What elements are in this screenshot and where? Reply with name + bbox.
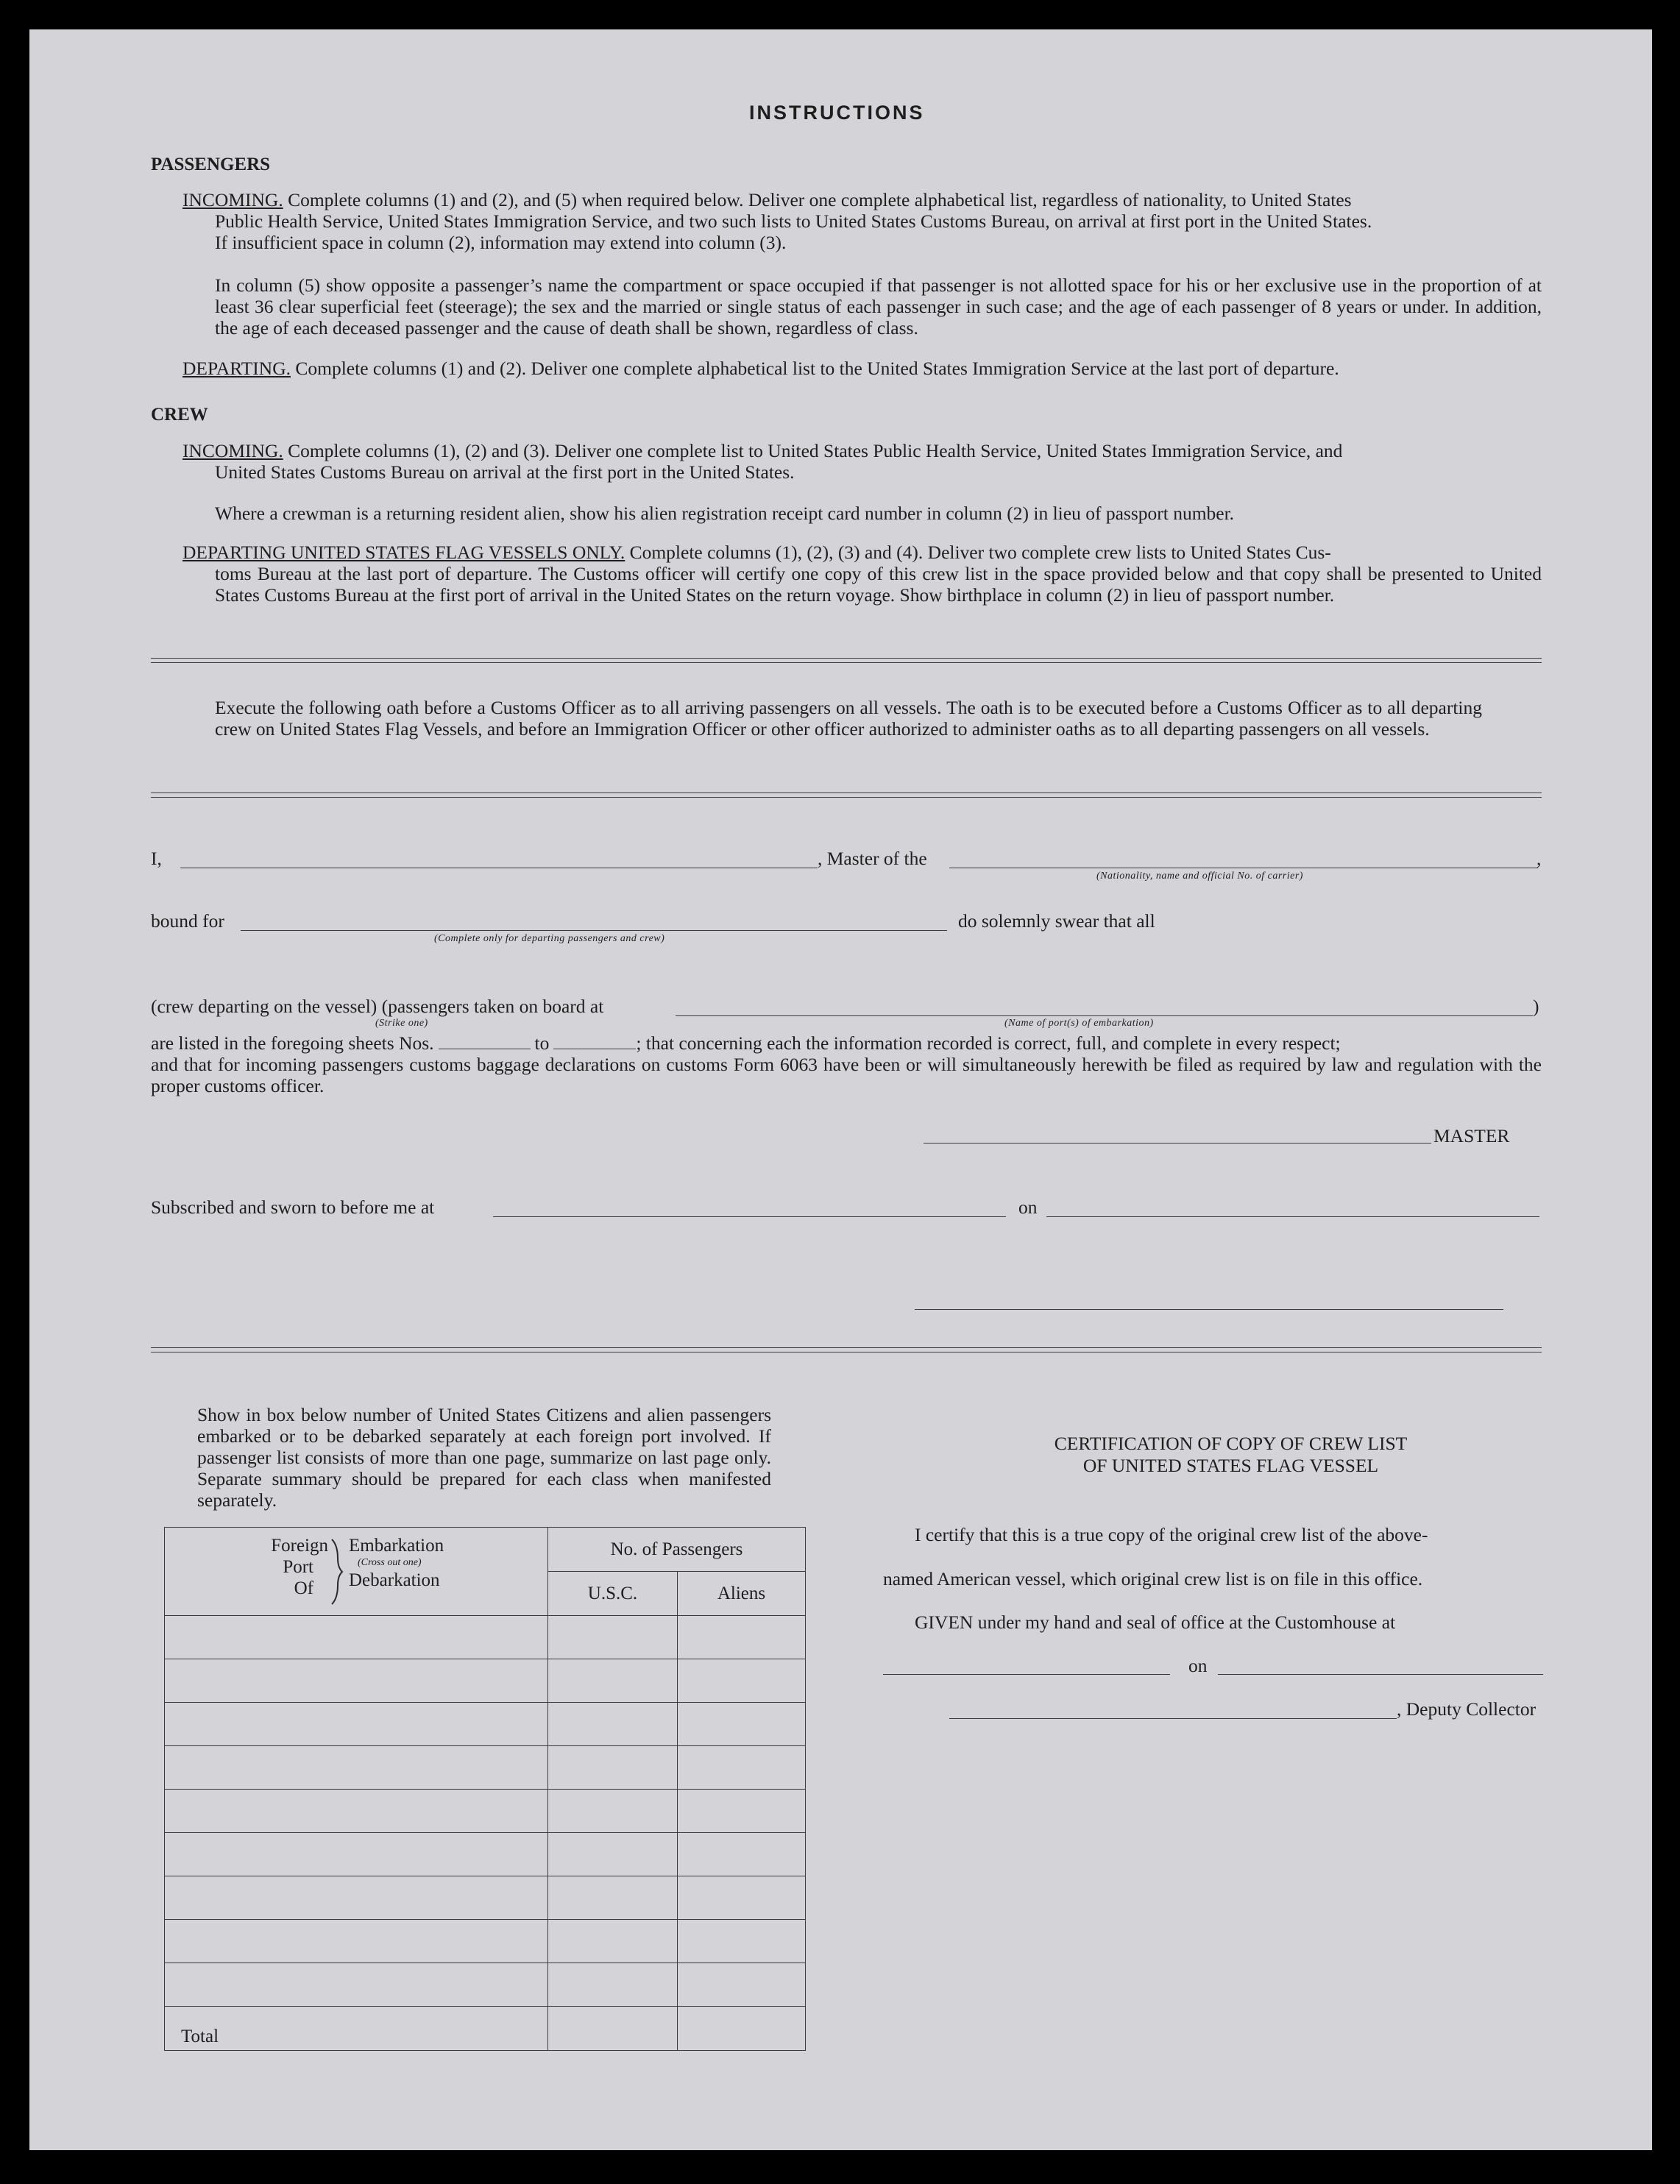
passengers-incoming-line3: If insufficient space in column (2), information may extend into column (3). <box>215 232 787 253</box>
certification-heading-line2: OF UNITED STATES FLAG VESSEL <box>1082 1455 1379 1476</box>
on-label: on <box>1018 1196 1038 1218</box>
aliens-cell[interactable] <box>678 1790 806 1833</box>
divider <box>151 793 1542 798</box>
to-label: to <box>534 1032 550 1054</box>
aliens-cell[interactable] <box>678 1876 806 1920</box>
passengers-column5-paragraph: In column (5) show opposite a passenger’s name the compartment or space occupied if that passenger is not allotted space for his or her exclusive use in the proportion of at least 36 clear superficial feet (steerage); the sex and the married or single status of each passenger in such case; and the age of each passenger of 8 years or under. In addition, the age of each deceased passenger and the cause of death shall be shown, regardless of class. <box>215 274 1542 338</box>
port-cell[interactable] <box>165 1963 548 2007</box>
of-label: Of <box>294 1578 313 1598</box>
passengers-incoming-text: Complete columns (1) and (2), and (5) when required below. Deliver one complete alphabetical list, regardless of nationality, to United States <box>283 189 1352 210</box>
port-column-header <box>165 1528 548 1616</box>
listed-sheets-label: are listed in the foregoing sheets Nos. <box>151 1032 434 1054</box>
certify-on-label: on <box>1188 1655 1208 1676</box>
crew-heading: CREW <box>151 405 208 425</box>
usc-cell[interactable] <box>548 1790 678 1833</box>
usc-cell[interactable] <box>548 1876 678 1920</box>
form-page <box>29 29 1652 2150</box>
passengers-incoming-line1 <box>182 189 1352 211</box>
comma: , <box>1537 848 1542 869</box>
crew-departing-paragraph: toms Bureau at the last port of departure. The Customs officer will certify one copy of this crew list in the space provided below and that copy shall be presented to United States Customs Bureau at the first port of arrival in the United States on the return voyage. Show birthplace in column (2) in lieu of passport number. <box>215 563 1542 606</box>
master-signature-field[interactable] <box>924 1143 1431 1144</box>
usc-cell[interactable] <box>548 1616 678 1659</box>
total-label: Total <box>165 2007 548 2051</box>
usc-cell[interactable] <box>548 1703 678 1746</box>
embarkation-label[interactable]: Embarkation <box>349 1536 444 1556</box>
aliens-cell[interactable] <box>678 1616 806 1659</box>
aliens-cell[interactable] <box>678 1833 806 1876</box>
usc-cell[interactable] <box>548 1920 678 1963</box>
divider <box>151 1347 1542 1352</box>
close-paren: ) <box>1533 996 1539 1017</box>
subscribed-label: Subscribed and sworn to before me at <box>151 1196 435 1218</box>
debarkation-label[interactable]: Debarkation <box>349 1570 440 1590</box>
port-cell[interactable] <box>165 1920 548 1963</box>
total-row <box>165 2007 806 2051</box>
passenger-summary-table <box>164 1527 806 2051</box>
usc-cell[interactable] <box>548 1746 678 1790</box>
aliens-cell[interactable] <box>678 1963 806 2007</box>
passengers-incoming-label: INCOMING. <box>182 189 283 210</box>
divider <box>151 658 1542 663</box>
officer-signature-field[interactable] <box>915 1309 1503 1310</box>
usc-cell[interactable] <box>548 1833 678 1876</box>
crew-incoming-line2: United States Customs Bureau on arrival at the first port in the United States. <box>215 461 795 483</box>
certification-heading-line1: CERTIFICATION OF COPY OF CREW LIST <box>1054 1433 1408 1454</box>
bound-for-label: bound for <box>151 910 224 932</box>
usc-cell[interactable] <box>548 1659 678 1703</box>
bound-caption: (Complete only for departing passengers and crew) <box>434 933 665 944</box>
aliens-cell[interactable] <box>678 1920 806 1963</box>
customhouse-place-field[interactable] <box>883 1674 1170 1675</box>
deputy-collector-label: , Deputy Collector <box>1397 1698 1537 1720</box>
aliens-cell[interactable] <box>678 1659 806 1703</box>
embarkation-port-field[interactable] <box>676 1015 1533 1016</box>
table-row <box>165 1616 806 1659</box>
port-cell[interactable] <box>165 1616 548 1659</box>
strike-caption: (Strike one) <box>375 1018 428 1029</box>
listed-paragraph: and that for incoming passengers customs baggage declarations on customs Form 6063 have been or will simultaneously herewith be filed as required by law and regulation with the proper customs officer. <box>151 1054 1542 1096</box>
crew-passengers-label: (crew departing on the vessel) (passengers taken on board at <box>151 996 604 1017</box>
crew-incoming-line1 <box>182 440 1342 462</box>
port-cell[interactable] <box>165 1790 548 1833</box>
listed-statement: ; that concerning each the information recorded is correct, full, and complete in every respect; <box>636 1032 1341 1054</box>
aliens-total-cell[interactable] <box>678 2007 806 2051</box>
listed-line1 <box>151 1032 1341 1054</box>
table-row <box>165 1746 806 1790</box>
port-cell[interactable] <box>165 1703 548 1746</box>
passengers-heading: PASSENGERS <box>151 155 271 174</box>
certify-line1: I certify that this is a true copy of the original crew list of the above- <box>915 1524 1428 1545</box>
subscribed-place-field[interactable] <box>493 1216 1006 1217</box>
swear-label: do solemnly swear that all <box>958 910 1155 932</box>
deputy-signature-field[interactable] <box>949 1718 1397 1719</box>
summary-intro-paragraph: Show in box below number of United States Citizens and alien passengers embarked or to be debarked separately at each foreign port involved. If passenger list consists of more than one page, summarize on last page only. Separate summary should be prepared for each class when manifested separately. <box>197 1404 771 1511</box>
crew-departing-text: Complete columns (1), (2), (3) and (4). Deliver two complete crew lists to United States Cus- <box>625 542 1331 563</box>
crew-departing-line1 <box>182 542 1331 564</box>
subscribed-date-field[interactable] <box>1046 1216 1539 1217</box>
port-cell[interactable] <box>165 1876 548 1920</box>
passengers-incoming-line2: Public Health Service, United States Immigration Service, and two such lists to United States Customs Bureau, on arrival at first port in the United States. <box>215 210 1372 232</box>
no-passengers-header: No. of Passengers <box>548 1528 806 1572</box>
port-cell[interactable] <box>165 1833 548 1876</box>
embark-debark-labels <box>349 1535 444 1591</box>
crew-alien-paragraph: Where a crewman is a returning resident alien, show his alien registration receipt card number in column (2) in lieu of passport number. <box>215 503 1235 524</box>
port-cell[interactable] <box>165 1746 548 1790</box>
nationality-caption: (Nationality, name and official No. of carrier) <box>1096 871 1303 882</box>
given-line: GIVEN under my hand and seal of office at the Customhouse at <box>915 1612 1396 1633</box>
port-caption: (Name of port(s) of embarkation) <box>1004 1018 1154 1029</box>
brace-icon <box>330 1538 344 1606</box>
passengers-departing-label: DEPARTING. <box>182 358 291 379</box>
table-row <box>165 1920 806 1963</box>
usc-total-cell[interactable] <box>548 2007 678 2051</box>
page-title: INSTRUCTIONS <box>749 102 925 124</box>
table-row <box>165 1876 806 1920</box>
passengers-departing-text: Complete columns (1) and (2). Deliver one complete alphabetical list to the United States Immigration Service at the last port of departure. <box>291 358 1339 379</box>
aliens-cell[interactable] <box>678 1746 806 1790</box>
certify-date-field[interactable] <box>1218 1674 1543 1675</box>
foreign-port-of-label <box>165 1535 328 1599</box>
usc-header: U.S.C. <box>548 1572 678 1616</box>
table-row <box>165 1790 806 1833</box>
table-row <box>165 1703 806 1746</box>
oath-i-label: I, <box>151 848 162 869</box>
cross-out-caption: (Cross out one) <box>358 1557 422 1568</box>
table-row <box>165 1833 806 1876</box>
certify-line2: named American vessel, which original crew list is on file in this office. <box>883 1568 1423 1589</box>
port-cell[interactable] <box>165 1659 548 1703</box>
table-row <box>165 1659 806 1703</box>
usc-cell[interactable] <box>548 1963 678 2007</box>
master-of-label: , Master of the <box>818 848 927 869</box>
crew-incoming-label: INCOMING. <box>182 440 283 461</box>
table-row <box>165 1963 806 2007</box>
crew-incoming-text: Complete columns (1), (2) and (3). Deliver one complete list to United States Public Health Service, United States Immigration Service, and <box>283 440 1343 461</box>
crew-departing-label: DEPARTING UNITED STATES FLAG VESSELS ONLY. <box>182 542 625 563</box>
foreign-label: Foreign <box>271 1536 328 1556</box>
bound-for-field[interactable] <box>241 930 947 931</box>
oath-intro-paragraph: Execute the following oath before a Customs Officer as to all arriving passengers on all vessels. The oath is to be executed before a Customs Officer as to all departing crew on United States Flag Vessels, and before an Immigration Officer or other officer authorized to administer oaths as to all departing passengers on all vessels. <box>215 697 1482 740</box>
master-label: MASTER <box>1433 1125 1510 1146</box>
passengers-departing-line <box>182 358 1339 380</box>
port-label: Port <box>283 1557 313 1577</box>
aliens-header: Aliens <box>678 1572 806 1616</box>
aliens-cell[interactable] <box>678 1703 806 1746</box>
